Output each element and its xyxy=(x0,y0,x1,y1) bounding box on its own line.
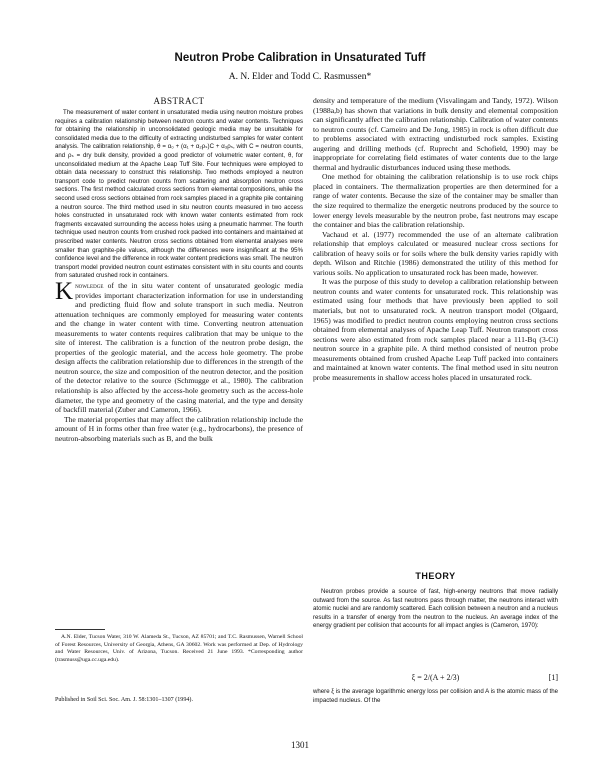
publication-info: Published in Soil Sci. Soc. Am. J. 58:1301–1307 (1994). xyxy=(55,697,193,703)
intro-paragraph-2: The material properties that may affect the calibration relationship include the amount of H in forms other than free water (e.g., hydrocarbons), the presence of neutron-absorbing materials such as B, and the bulk xyxy=(55,414,303,443)
theory-heading: THEORY xyxy=(415,571,456,581)
drop-cap: K xyxy=(55,278,74,305)
equation-explanation: where ξ is the average logarithmic energy loss per collision and A is the atomic mass of the impacted nucleus. Of the xyxy=(313,688,558,704)
right-paragraph-1: density and temperature of the medium (Visvalingam and Tandy, 1972). Wilson (1988a,b) has shown that variations in bulk density and elemental composition can significantly affect the calibration relationship. Calibration of water contents to neutron counts (cf. Carneiro and De Jong, 1985) in rock is often difficult due to problems associated with extracting undisturbed rock samples. Existing augering and drilling methods (cf. Ruprecht and Schofield, 1990) may be inappropriate for correlating field estimates of water contents due to the large thermal and hydraulic disturbances induced using these methods. xyxy=(313,96,558,172)
author-footnote: A.N. Elder, Tucson Water, 310 W. Alameda St., Tucson, AZ 85701; and T.C. Rasmussen, Warnell School of Forest Resources, University of Georgia, Athens, GA 30602. Work was performed at Dep. of Hydrology and Water Resources, Univ. of Arizona, Tucson. Received 21 June 1993. *Corresponding author (trasmuss@uga.cc.uga.edu). xyxy=(55,634,303,663)
paper-authors: A. N. Elder and Todd C. Rasmussen* xyxy=(228,72,372,82)
right-paragraph-2: One method for obtaining the calibration relationship is to use rock chips placed in containers. The thermalization properties are then determined for a range of water contents. Because the size of the container may be smaller than the size required to thermalize the energetic neutrons produced by the source to lower energy levels measurable by the neutron probe, fast neutrons may escape the container and bias the calibration relationship. xyxy=(313,172,558,230)
abstract-text: The measurement of water content in unsaturated media using neutron moisture probes requires a calibration relationship between neutron counts and water contents. Techniques for obtaining the relationship in unconsolidated geologic media may be unsuitable for consolidated media due to the difficulty of extracting undisturbed samples for water content analysis. The calibration relationship, θ = α₀ + (α₁ + α₂ρₛ)C + α₃ρₛ, with C = neutron counts, and ρₛ = dry bulk density, provided a good predictor of volumetric water content, θ, for unconsolidated medium at the Apache Leap Tuff Site. Four techniques were employed to obtain data necessary to construct this relationship. Two methods employed a neutron transport code to predict neutron counts from scattering and absorption neutron cross sections. The first method calculated cross sections from elemental compositions, while the second used cross sections obtained from rock samples placed in a graphite pile containing a neutron source. The third method used in situ neutron counts measured in two access holes constructed in unsaturated rock with known water contents estimated from rock fragments excavated surrounding the access holes using a pneumatic hammer. The fourth technique used neutron counts from crushed rock packed into containers and maintained at prescribed water contents. Neutron cross sections obtained from elemental analyses were smaller than graphite-pile values, although the differences were insignificant at the 95% confidence level and the difference in rock water content predictions was small. The neutron transport model provided neutron count estimates consistent with in situ counts and counts from saturated crushed rock in containers. xyxy=(55,109,303,280)
introduction xyxy=(55,278,303,443)
equation-number: [1] xyxy=(548,673,558,682)
paper-title: Neutron Probe Calibration in Unsaturated Tuff xyxy=(174,52,426,64)
abstract-heading: ABSTRACT xyxy=(153,96,205,106)
right-paragraph-3: Vachaud et al. (1977) recommended the use of an alternate calibration relationship that employs calculated or measured nuclear cross sections for calibration of heavy soils or for soils where the bulk density varies rapidly with depth. Wilson and Ritchie (1986) demonstrated the utility of this method for various soils. No application to unsaturated rock has been made, however. xyxy=(313,229,558,277)
theory-text: Neutron probes provide a source of fast, high-energy neutrons that move radially outward from the source. As fast neutrons pass through matter, the neutrons interact with atomic nuclei and are randomly scattered. Each collision between a neutron and a nucleus results in a transfer of energy from the neutron to the nucleus. An average index of the energy gradient per collision that accounts for all impact angles is (Cameron, 1970): xyxy=(313,588,558,630)
intro-lead-word: nowledge xyxy=(75,281,104,290)
intro-text: of the in situ water content of unsaturated geologic media provides important characterization information for use in understanding and predicting fluid flow and solute transport in such media. Neutron attenuation techniques are commonly employed for measuring water contents and the change in water content with time. Converting neutron attenuation measurements to water contents requires calibration that may be unique to the site of interest. The calibration is a function of the neutron probe design, the properties of the geologic material, and the access hole geometry. The probe design affects the calibration relationship due to differences in the strength of the neutron source, the size and composition of the neutron detector, and the position of the detector relative to the source (Schmugge et al., 1980). The calibration relationship is also affected by the access-hole geometry such as the access-hole diameter, the type and geometry of the casing material, and the type and density of backfill material (Zuber and Cameron, 1966). xyxy=(55,281,303,415)
right-column-text xyxy=(313,96,558,382)
footnote-rule xyxy=(55,629,105,630)
page-number: 1301 xyxy=(291,740,309,750)
equation-formula: ξ = 2/(A + 2/3) xyxy=(411,673,460,682)
intro-paragraph-1 xyxy=(55,278,303,415)
right-paragraph-4: It was the purpose of this study to develop a calibration relationship between neutron counts and water contents for unsaturated rock. This relationship was estimated using four methods that have previously been applied to soil materials, but not to unsaturated rock. A neutron transport model (Olgaard, 1965) was modified to predict neutron counts employing neutron cross sections obtained from elemental analyses of Apache Leap Tuff. Neutron transport cross sections were also estimated from rock samples placed near a 111-Bq (3-Ci) neutron source in a graphite pile. A third method consisted of neutron probe measurements obtained from crushed Apache Leap Tuff packed into containers and maintained at known water contents. The final method used in situ neutron probe measurements in shallow access holes placed in unsaturated rock. xyxy=(313,277,558,382)
